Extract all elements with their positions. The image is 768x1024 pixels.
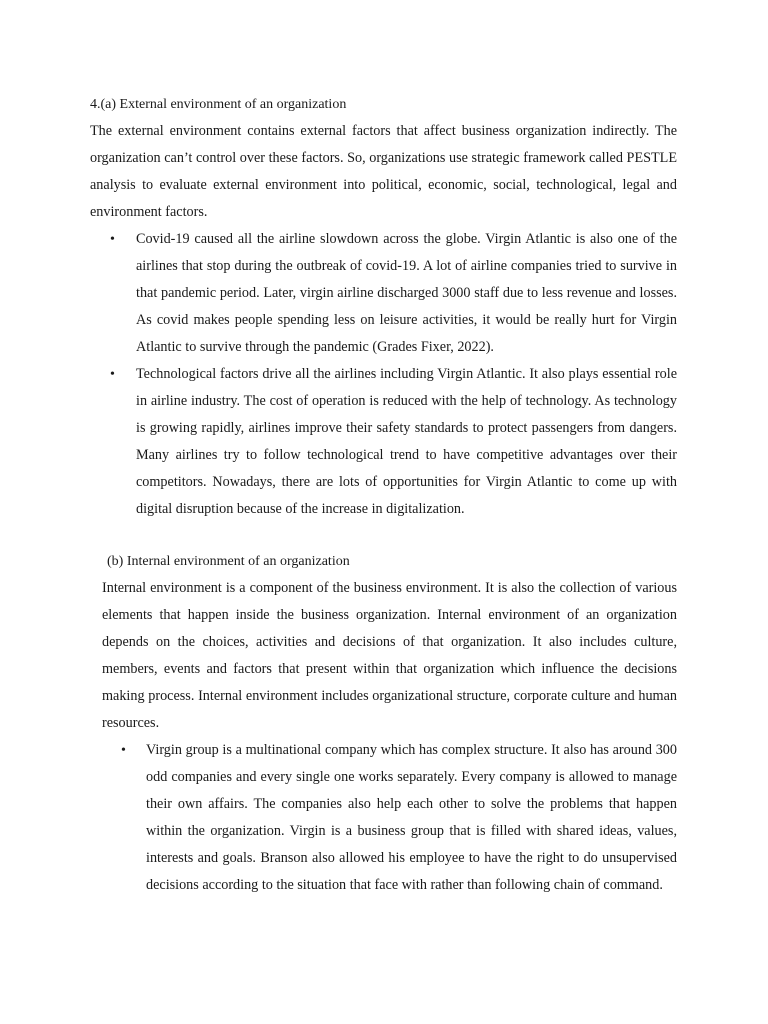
bullet-list-external [90,226,677,523]
bullet-text: Covid-19 caused all the airline slowdown across the globe. Virgin Atlantic is also one of the airlines that stop during the outbreak of covid-19. A lot of airline companies tried to survive in that pandemic period. Later, virgin airline discharged 3000 staff due to less revenue and losses. As covid makes people spending less on leisure activities, it would be really hurt for Virgin Atlantic to survive through the pandemic (Grades Fixer, 2022). [136,231,677,355]
bullet-icon: • [110,367,115,382]
section-heading-internal: (b) Internal environment of an organization [107,554,350,569]
list-item [90,226,677,361]
bullet-text: Virgin group is a multinational company which has complex structure. It also has around 300 odd companies and every single one works separately. Every company is allowed to manage their own affairs. The companies also help each other to solve the problems that happen within the organization. Virgin is a business group that is filled with shared ideas, values, interests and goals. Branson also allowed his employee to have the right to do unsupervised decisions according to the situation that face with rather than following chain of command. [146,742,677,893]
intro-paragraph-internal: Internal environment is a component of the business environment. It is also the collection of various elements that happen inside the business organization. Internal environment of an organization depends on the choices, activities and decisions of that organization. It also includes culture, members, events and factors that present within that organization which influence the decisions making process. Internal environment includes organizational structure, corporate culture and human resources. [102,580,677,731]
bullet-icon: • [121,743,126,758]
bullet-list-internal [102,737,677,899]
section-external-environment [90,91,677,523]
list-item [102,737,677,899]
bullet-icon: • [110,232,115,247]
bullet-text: Technological factors drive all the airlines including Virgin Atlantic. It also plays essential role in airline industry. The cost of operation is reduced with the help of technology. As technology is growing rapidly, airlines improve their safety standards to protect passengers from dangers. Many airlines try to follow technological trend to have competitive advantages over their competitors. Nowadays, there are lots of opportunities for Virgin Atlantic to come up with digital disruption because of the increase in digitalization. [136,366,677,517]
list-item [90,361,677,523]
section-heading-external: 4.(a) External environment of an organization [90,97,347,112]
section-internal-environment [102,548,677,899]
intro-paragraph-external: The external environment contains external factors that affect business organization indirectly. The organization can’t control over these factors. So, organizations use strategic framework called PESTLE analysis to evaluate external environment into political, economic, social, technological, legal and environment factors. [90,123,677,220]
